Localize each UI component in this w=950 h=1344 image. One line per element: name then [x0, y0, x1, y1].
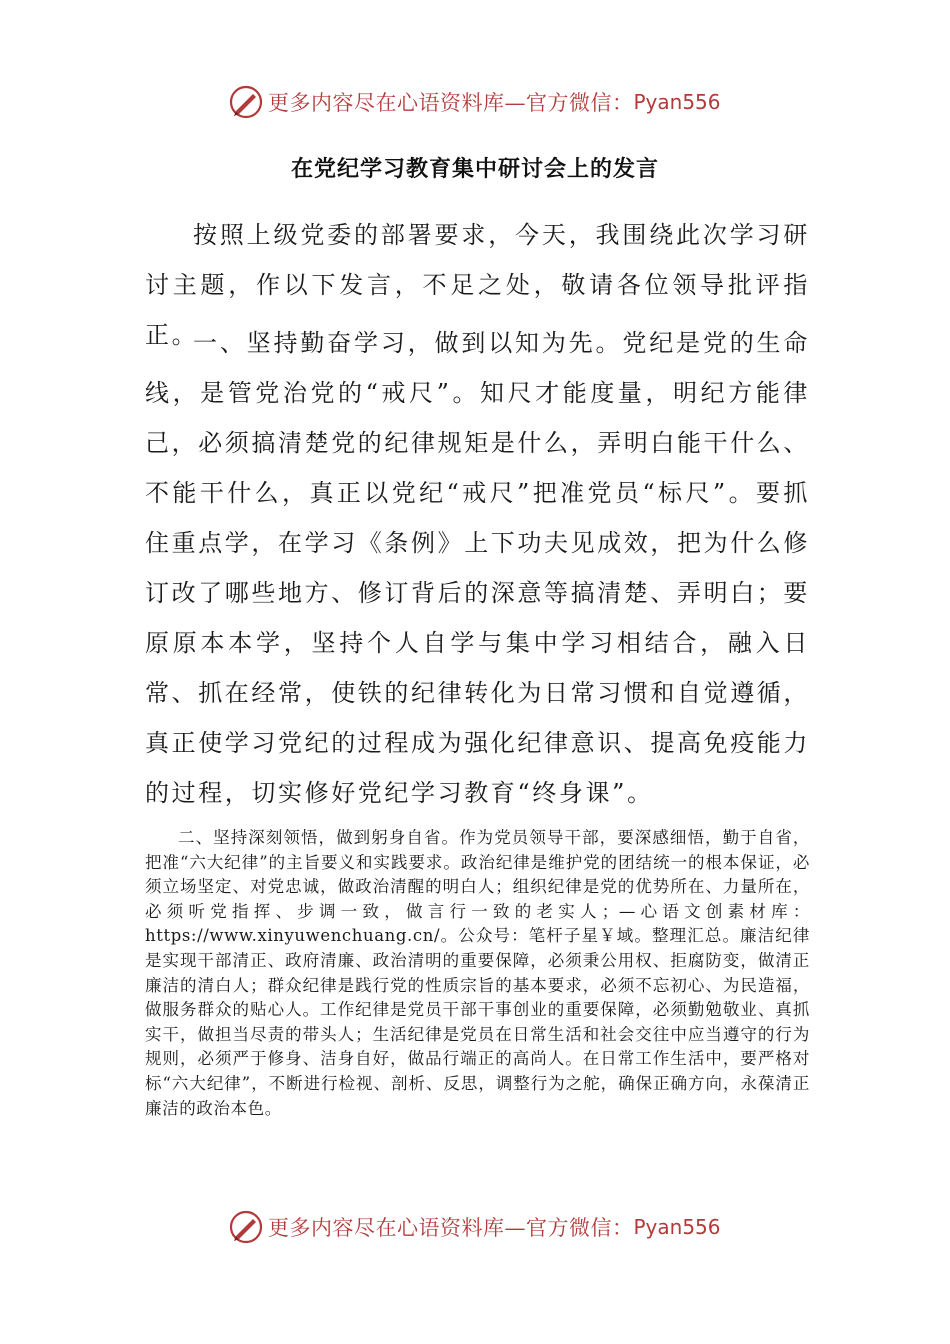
watermark-wechat-handle: Pyan556 — [633, 1215, 721, 1239]
watermark-text: 更多内容尽在心语资料库—官方微信： — [268, 91, 634, 115]
watermark-text: 更多内容尽在心语资料库—官方微信： — [268, 1216, 634, 1240]
section-one-paragraph: 一、坚持勤奋学习，做到以知为先。党纪是党的生命线，是管党治党的“戒尺”。知尺才能度量，明纪方能律己，必须搞清楚党的纪律规矩是什么，弄明白能干什么、不能干什么，真正以党纪“戒尺”把准党员“标尺”。要抓住重点学，在学习《条例》上下功夫见成效，把为什么修订改了哪些地方、修订背后的深意等搞清楚、弄明白；要原原本本学，坚持个人自学与集中学习相结合，融入日常、抓在经常，使铁的纪律转化为日常习惯和自觉遵循，真正使学习党纪的过程成为强化纪律意识、提高免疫能力的过程，切实修好党纪学习教育“终身课”。 — [145, 329, 810, 807]
intro-paragraph: 按照上级党委的部署要求，今天，我围绕此次学习研讨主题，作以下发言，不足之处，敬请各位领导批评指正。 — [145, 221, 810, 349]
pen-logo-icon — [228, 1209, 264, 1245]
pen-logo-icon — [228, 84, 264, 120]
watermark-wechat-handle: Pyan556 — [633, 90, 721, 114]
footer-watermark-banner — [228, 1207, 728, 1247]
document-title: 在党纪学习教育集中研讨会上的发言 — [290, 157, 659, 182]
section-two-paragraph: 二、坚持深刻领悟，做到躬身自省。作为党员领导干部，要深感细悟，勤于自省，把准“六大纪律”的主旨要义和实践要求。政治纪律是维护党的团结统一的根本保证，必须立场坚定、对党忠诚，做政治清醒的明白人；组织纪律是党的优势所在、力量所在，必须听党指挥、步调一致，做言行一致的老实人；—心语文创素材库：https://www.xinyuwenchuang.cn/。公众号：笔杆子星￥域。整理汇总。廉洁纪律是实现干部清正、政府清廉、政治清明的重要保障，必须秉公用权、拒腐防变，做清正廉洁的清白人；群众纪律是践行党的性质宗旨的基本要求，必须不忘初心、为民造福，做服务群众的贴心人。工作纪律是党员干部干事创业的重要保障，必须勤勉敬业、真抓实干，做担当尽责的带头人；生活纪律是党员在日常生活和社会交往中应当遵守的行为规则，必须严于修身、洁身自好，做品行端正的高尚人。在日常工作生活中，要严格对标“六大纪律”，不断进行检视、剖析、反思，调整行为之舵，确保正确方向，永葆清正廉洁的政治本色。 — [145, 828, 810, 1118]
header-watermark-banner — [228, 82, 728, 122]
